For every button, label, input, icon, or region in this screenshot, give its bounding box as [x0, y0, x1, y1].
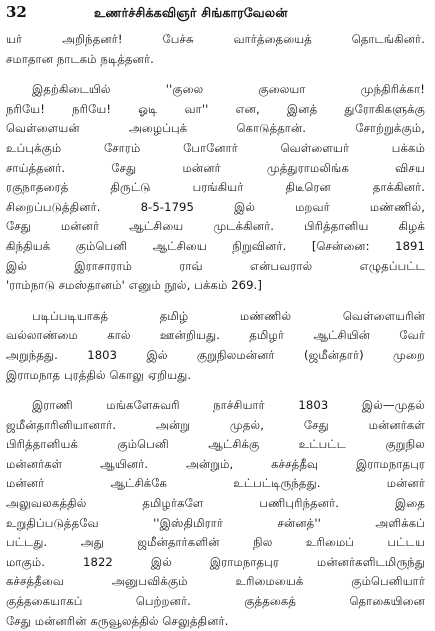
text-line: அறுந்தது. 1803 இல் குறுநிலமன்னர் (ஜமீன்தார்) முறை	[6, 347, 425, 362]
text-line: கிந்தியக் கும்பெனி ஆட்சியை நிறுவினர். [சென்னை: 1891	[6, 238, 425, 253]
text-line: இல் இராசாராம் ராவ் என்பவரால் எழுதப்பட்ட	[6, 258, 425, 273]
text-line: படிப்படியாகத் தமிழ் மண்ணில் வெள்ளையரின்	[32, 308, 425, 323]
text-line: இதற்கிடையில் ''குலை குலையா முந்திரிக்கா!	[32, 82, 425, 97]
text-line: மன்னர் ஆட்சிக்கே உட்பட்டிருந்தது. மன்னர்	[6, 476, 425, 491]
paragraph-3	[6, 307, 425, 385]
paragraph-4	[6, 396, 425, 631]
page-number: 32	[6, 3, 27, 21]
text-line: ரகுநாதரைத் திருட்டு பரங்கியர் திடீரென தாக்கினர்.	[6, 180, 425, 195]
paragraph-2	[6, 80, 425, 296]
text-line: நரியே! நரியே! ஓடி வா'' என, இனத் துரோகிகளுக்கு	[6, 101, 425, 116]
text-line: பட்டது. அது ஜமீன்தார்களின் நில உரிமைப் பட்டய	[6, 535, 425, 550]
paragraph-1	[6, 30, 425, 69]
page-header	[6, 3, 425, 25]
text-line: வெள்ளையன் அழைப்புக் கொடுத்தான். சோற்றுக்கும்,	[6, 121, 425, 136]
text-line: இராணி மங்களேசுவரி நாச்சியார் 1803 இல்—முதல்	[32, 398, 425, 413]
text-line: 'ராம்நாடு சமஸ்தானம்' எனும் நூல், பக்கம் 269.]	[6, 278, 263, 293]
text-line: உறுதிப்படுத்தவே ''இஸ்திமிரார் சன்னத்'' அளிக்கப்	[6, 515, 425, 530]
text-line: வல்லாண்மை கால் ஊன்றியது. தமிழர் ஆட்சியின் வேர்	[6, 328, 425, 343]
text-line: சமாதான நாடகம் நடித்தனர்.	[6, 51, 154, 66]
text-line: யர் அறிந்தனர்! பேச்சு வார்த்தையைத் தொடங்கினர்.	[6, 32, 425, 46]
text-line: சேது மன்னர் ஆட்சியை முடக்கினர். பிரித்தானிய கிழக்	[6, 219, 425, 234]
text-line: சிறைப்படுத்தினர். 8-5-1795 இல் மறவர் மண்ணில்,	[6, 199, 425, 214]
text-line: ஜமீன்தாரினியானார். அன்று முதல், சேது மன்னர்கள்	[6, 417, 425, 432]
text-line: சாய்த்தனர். சேது மன்னர் முத்துராமலிங்க விசய	[6, 160, 425, 175]
text-line: மாகும். 1822 இல் இராமநாதபுர மன்னர்களிடமிருந்து	[6, 554, 425, 569]
text-line: உப்புக்கும் சோரம் போனோர் வெள்ளையர் பக்கம்	[6, 140, 425, 155]
text-line: சேது மன்னரின் கருவூலத்தில் செலுத்தினர்.	[6, 613, 229, 628]
text-line: அலுவலகத்தில் தமிழர்களே பணிபுரிந்தனர். இதை	[6, 496, 425, 511]
text-line: கச்சத்தீவை அனுபவிக்கும் உரிமையைக் கும்பெனியார்	[6, 574, 425, 589]
text-line: பிரித்தானியக் கும்பெனி ஆட்சிக்கு உட்பட்ட குறுநில	[6, 437, 425, 452]
text-line: இராமநாத புரத்தில் கொலு ஏறியது.	[6, 367, 192, 382]
text-line: மன்னர்கள் ஆயினர். அன்றும், கச்சத்தீவு இராமநாதபுர	[6, 456, 425, 471]
running-title: உணர்ச்சிக்கவிஞர் சிங்காரவேலன்	[94, 5, 288, 20]
text-line: குத்தகையாகப் பெற்றனர். குத்தகைத் தொகையினை	[6, 594, 425, 609]
